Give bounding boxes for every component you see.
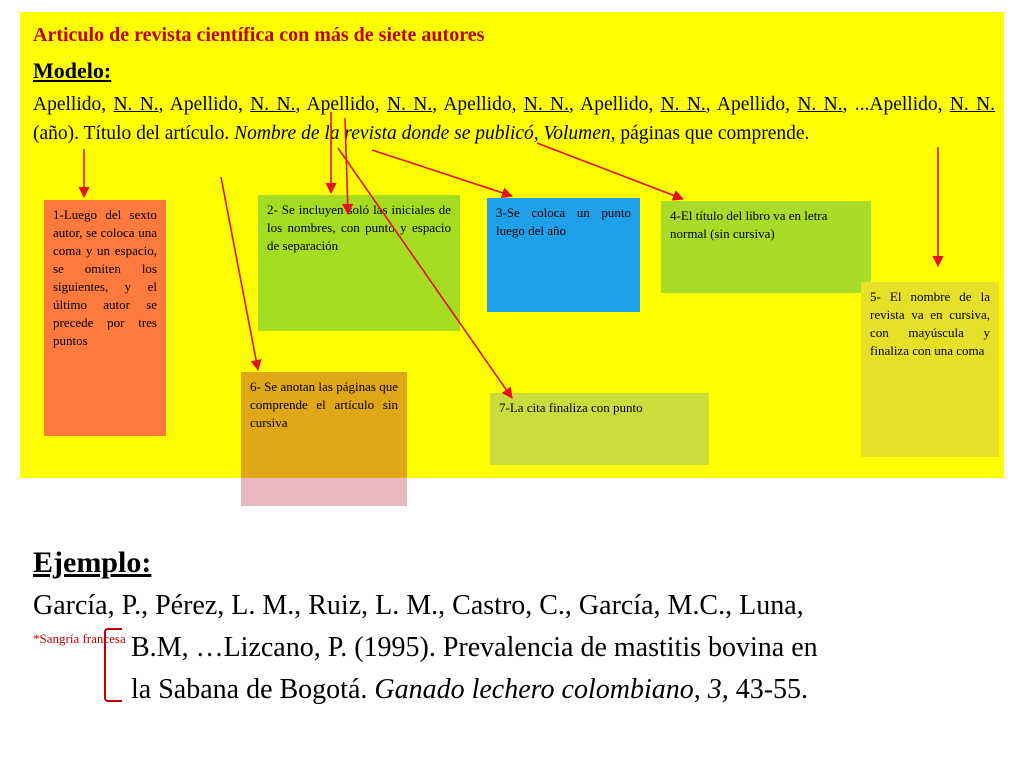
sangria-note: *Sangría francesa <box>33 631 126 646</box>
example-line-1: García, P., Pérez, L. M., Ruiz, L. M., Castro, C., García, M.C., Luna, <box>33 590 804 621</box>
note-4-title: 4-El título del libro va en letra normal (sin cursiva) <box>661 201 871 293</box>
model-citation: Apellido, N. N., Apellido, N. N., Apellido, N. N., Apellido, N. N., Apellido, N. N., Apellido, N. N., ...Apellido, N. N. (año). Título del artículo. Nombre de la revista donde se publicó, Volumen, páginas que comprende. <box>33 94 996 144</box>
indent-bracket <box>104 628 122 702</box>
note-6-extension <box>241 478 407 506</box>
modelo-label: Modelo: <box>33 58 112 83</box>
note-5-journal: 5- El nombre de la revista va en cursiva, con mayúscula y finaliza con una coma <box>861 282 999 457</box>
note-1-authors: 1-Luego del sexto autor, se coloca una coma y un espacio, se omiten los siguientes, y el último autor se precede por tres puntos <box>44 200 166 436</box>
example-line-2: B.M, …Lizcano, P. (1995). Prevalencia de mastitis bovina en <box>131 632 818 663</box>
slide-heading: Articulo de revista científica con más de siete autores <box>33 24 485 46</box>
note-7-period: 7-La cita finaliza con punto <box>490 393 709 465</box>
volume-placeholder: Volumen <box>543 123 611 144</box>
note-3-year: 3-Se coloca un punto luego del año <box>487 198 640 312</box>
example-journal: Ganado lechero colombiano, 3, <box>374 674 729 705</box>
note-6-pages: 6- Se anotan las páginas que comprende el artículo sin cursiva <box>241 372 407 478</box>
ejemplo-label: Ejemplo: <box>33 546 152 579</box>
note-2-initials: 2- Se incluyen soló las iniciales de los nombres, con punto y espacio de separación <box>258 195 460 331</box>
example-line-3: la Sabana de Bogotá. Ganado lechero colombiano, 3, 43-55. <box>131 674 809 705</box>
journal-placeholder: Nombre de la revista donde se publicó <box>234 123 534 144</box>
